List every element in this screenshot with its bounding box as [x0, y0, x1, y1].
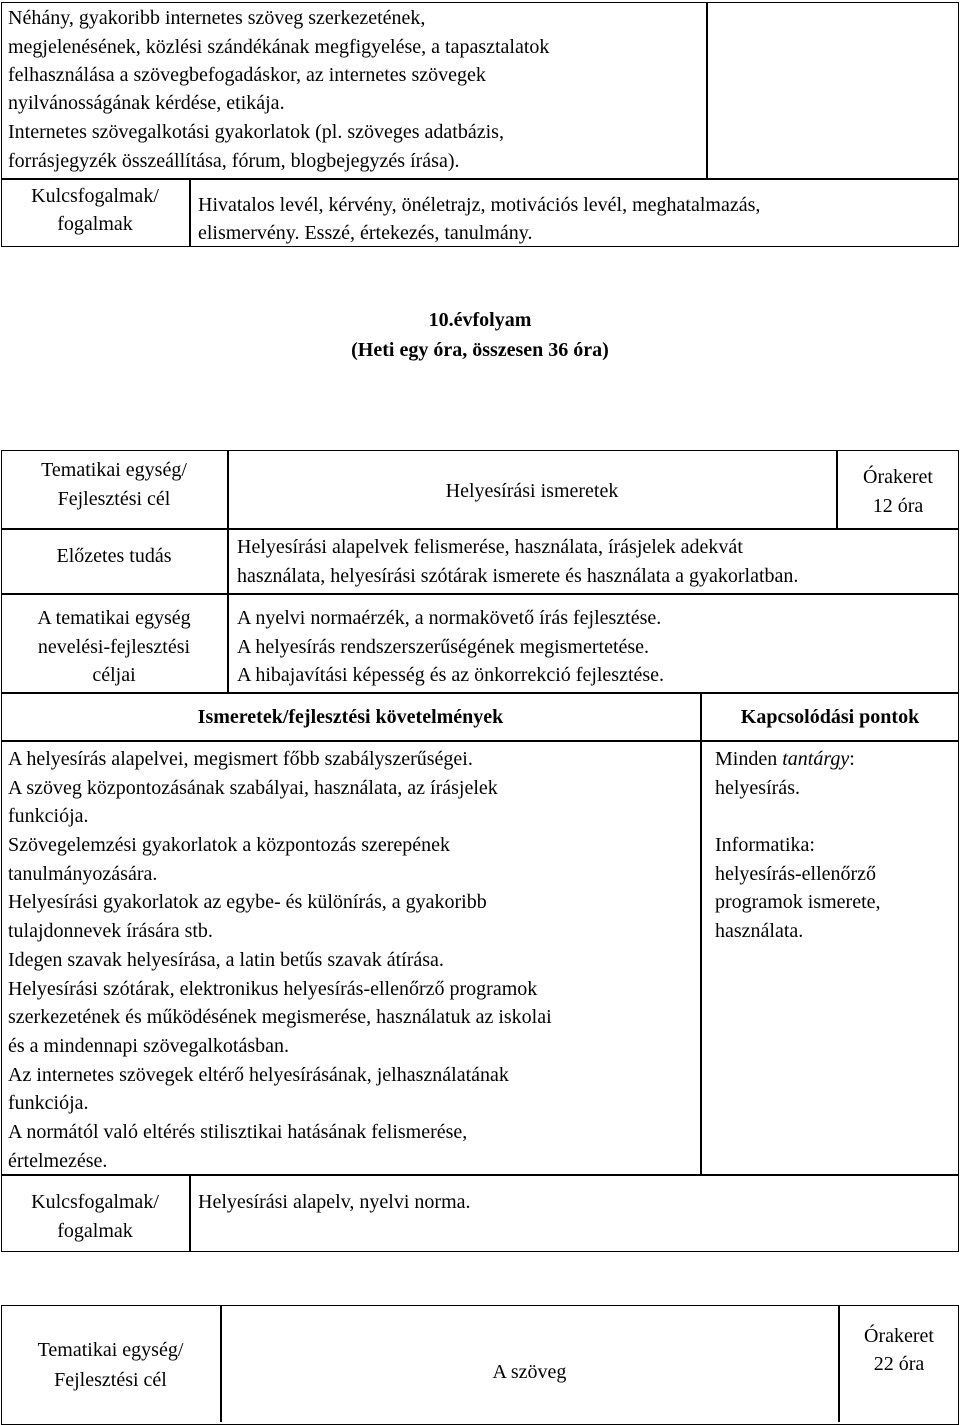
connection-1-subject: tantárgy	[782, 748, 850, 770]
connection-1-line-2: helyesírás.	[715, 777, 800, 799]
unit1-keywords-text: Helyesírási alapelv, nyelvi norma.	[198, 1191, 471, 1213]
requirement-line-1: A helyesírás alapelvei, megismert főbb szabályszerűségei.	[8, 748, 473, 770]
unit1-keywords-col	[189, 1175, 191, 1252]
connection-2-line-1: Informatika:	[715, 834, 815, 856]
top-keywords-text-2: elismervény. Esszé, értekezés, tanulmány.	[198, 222, 533, 244]
unit1-title: Helyesírási ismeretek	[445, 480, 619, 502]
unit1-goal-1: A nyelvi normaérzék, a normakövető írás fejlesztése.	[237, 607, 662, 629]
connection-2-line-2: helyesírás-ellenőrző	[715, 863, 877, 885]
unit1-prior-bottom	[1, 593, 959, 595]
connection-2-line-3: programok ismerete,	[715, 891, 881, 913]
requirement-line-8: Idegen szavak helyesírása, a latin betűs szavak átírása.	[8, 949, 444, 971]
continued-line-6: forrásjegyzék összeállítása, fórum, blogbejegyzés írása).	[8, 150, 460, 172]
unit1-header-bottom	[1, 528, 959, 530]
unit2-hours-label: Órakeret	[864, 1325, 934, 1347]
requirement-line-9: Helyesírási szótárak, elektronikus helyesírás-ellenőrző programok	[8, 978, 538, 1000]
top-keywords-label-2: fogalmak	[57, 213, 133, 235]
unit1-hours-value: 12 óra	[872, 495, 924, 517]
unit1-goals-label-2: nevelési-fejlesztési	[37, 636, 191, 658]
requirement-line-15: értelmezése.	[8, 1150, 108, 1172]
requirement-line-2: A szöveg központozásának szabályai, használata, az írásjelek	[8, 777, 498, 799]
unit1-goals-bottom	[1, 692, 959, 694]
unit1-keywords-top	[1, 1174, 959, 1176]
requirement-line-12: Az internetes szövegek eltérő helyesírásának, jelhasználatának	[8, 1064, 509, 1086]
unit2-label-1: Tematikai egység/	[37, 1339, 184, 1361]
requirement-line-4: Szövegelemzési gyakorlatok a központozás szerepének	[8, 834, 451, 856]
unit1-goal-3: A hibajavítási képesség és az önkorrekció fejlesztése.	[237, 664, 665, 686]
connection-1-prefix: Minden	[715, 748, 783, 770]
unit1-prior-text-1: Helyesírási alapelvek felismerése, használata, írásjelek adekvát	[237, 536, 743, 558]
requirement-line-10: szerkezetének és működésének megismerése, használatuk az iskolai	[8, 1006, 552, 1028]
unit1-label-2: Fejlesztési cél	[57, 488, 171, 510]
unit1-keywords-label-1: Kulcsfogalmak/	[31, 1191, 159, 1213]
connection-1-suffix: :	[849, 748, 855, 770]
top-keywords-text-1: Hivatalos levél, kérvény, önéletrajz, motivációs levél, meghatalmazás,	[198, 194, 761, 216]
grade-subtitle: (Heti egy óra, összesen 36 óra)	[351, 339, 609, 361]
requirement-line-5: tanulmányozására.	[8, 863, 158, 885]
unit2-hours-value: 22 óra	[873, 1353, 925, 1375]
unit1-requirements-header: Ismeretek/fejlesztési követelmények	[197, 706, 504, 728]
top-table-label-col-divider	[189, 178, 191, 247]
unit1-label-1: Tematikai egység/	[41, 459, 187, 481]
unit2-label-2: Fejlesztési cél	[54, 1369, 167, 1391]
unit1-goals-label-1: A tematikai egység	[37, 607, 191, 629]
requirement-line-3: funkciója.	[8, 805, 89, 827]
continued-line-4: nyilvánosságának kérdése, etikája.	[8, 92, 285, 114]
connection-2-line-4: használata.	[715, 920, 804, 942]
unit1-req-header-bottom	[1, 740, 959, 742]
grade-title: 10.évfolyam	[428, 309, 532, 331]
unit1-hours-label: Órakeret	[863, 466, 933, 488]
unit1-prior-label: Előzetes tudás	[56, 545, 172, 567]
top-table-continued-cell-right	[706, 2, 708, 178]
requirement-line-6: Helyesírási gyakorlatok az egybe- és különírás, a gyakoribb	[8, 891, 487, 913]
connection-1-line-1	[715, 745, 855, 774]
unit2-title: A szöveg	[492, 1361, 567, 1383]
requirement-line-14: A normától való eltérés stilisztikai hatásának felismerése,	[8, 1121, 468, 1143]
continued-line-2: megjelenésének, közlési szándékának megfigyelése, a tapasztalatok	[8, 36, 550, 58]
requirement-line-11: és a mindennapi szövegalkotásban.	[8, 1035, 290, 1057]
requirement-line-13: funkciója.	[8, 1092, 89, 1114]
requirement-line-7: tulajdonnevek írására stb.	[8, 920, 213, 942]
continued-line-1: Néhány, gyakoribb internetes szöveg szerkezetének,	[8, 7, 426, 29]
top-keywords-label-1: Kulcsfogalmak/	[31, 185, 159, 207]
continued-line-5: Internetes szövegalkotási gyakorlatok (pl. szöveges adatbázis,	[8, 121, 504, 143]
unit1-prior-text-2: használata, helyesírási szótárak ismerete és használata a gyakorlatban.	[237, 565, 799, 587]
unit1-keywords-label-2: fogalmak	[57, 1220, 133, 1242]
unit1-goals-label-3: céljai	[92, 664, 136, 686]
continued-line-3: felhasználása a szövegbefogadáskor, az internetes szövegek	[8, 64, 486, 86]
unit1-connections-col	[700, 693, 702, 1175]
unit1-goal-2: A helyesírás rendszerszerűségének megismertetése.	[237, 636, 650, 658]
top-table-row-divider	[1, 178, 959, 180]
unit1-connections-header: Kapcsolódási pontok	[740, 706, 920, 728]
